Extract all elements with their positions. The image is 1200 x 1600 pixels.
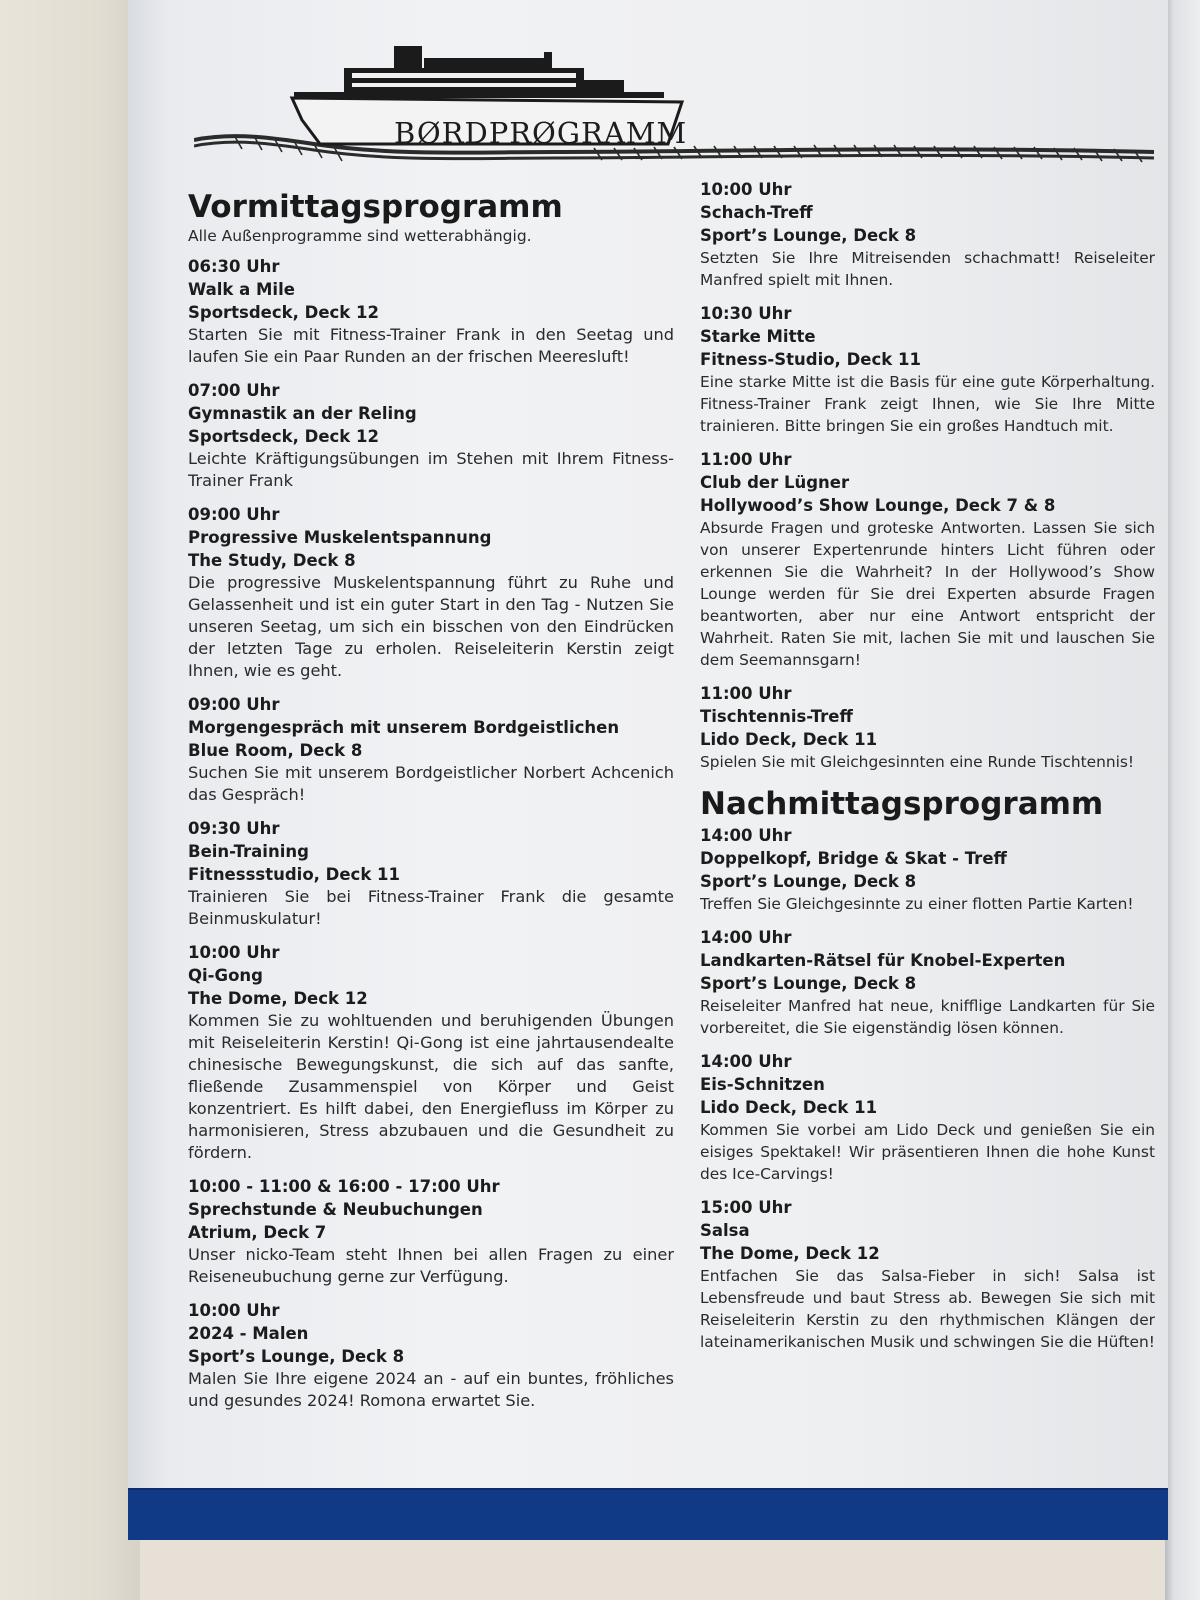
event-time: 10:00 Uhr bbox=[700, 180, 792, 199]
event-description: Spielen Sie mit Gleichgesinnten eine Runde Tischtennis! bbox=[700, 753, 1135, 771]
event-location: Sport’s Lounge, Deck 8 bbox=[700, 974, 917, 994]
event-title: Gymnastik an der Reling bbox=[188, 404, 417, 424]
event-description: Treffen Sie Gleichgesinnte zu einer flotten Partie Karten! bbox=[700, 895, 1134, 914]
event-item bbox=[700, 682, 1155, 773]
event-title: Qi-Gong bbox=[188, 966, 263, 986]
event-description: Malen Sie Ihre eigene 2024 an - auf ein buntes, fröhliches und gesundes 2024! Romona erwartet Sie. bbox=[188, 1369, 674, 1411]
afternoon-section bbox=[700, 787, 1155, 1353]
event-time: 14:00 Uhr bbox=[700, 928, 792, 948]
event-location: The Dome, Deck 12 bbox=[700, 1244, 880, 1264]
event-title: Morgengespräch mit unserem Bordgeistlichen bbox=[188, 718, 620, 738]
right-column bbox=[700, 178, 1155, 1364]
event-item bbox=[700, 178, 1155, 291]
event-time: 11:00 Uhr bbox=[700, 684, 792, 703]
event-location: Fitnessstudio, Deck 11 bbox=[188, 865, 401, 885]
event-location: Sport’s Lounge, Deck 8 bbox=[700, 872, 917, 892]
event-description: Setzten Sie Ihre Mitreisenden schachmatt! Reiseleiter Manfred spielt mit Ihnen. bbox=[700, 249, 1155, 289]
event-title: Starke Mitte bbox=[700, 327, 816, 346]
event-time: 09:30 Uhr bbox=[188, 819, 280, 839]
event-location: Lido Deck, Deck 11 bbox=[700, 1098, 878, 1118]
event-item bbox=[700, 448, 1155, 671]
next-page-edge bbox=[1165, 0, 1200, 1600]
event-location: Sportsdeck, Deck 12 bbox=[188, 427, 379, 447]
event-location: Hollywood’s Show Lounge, Deck 7 & 8 bbox=[700, 496, 1056, 515]
event-location: Fitness-Studio, Deck 11 bbox=[700, 350, 921, 369]
event-time: 10:00 Uhr bbox=[188, 943, 280, 963]
ship-rope-illustration bbox=[194, 40, 1154, 180]
footer-band bbox=[128, 1488, 1168, 1540]
brand-title: BØRDPRØGRAMM bbox=[394, 116, 688, 150]
event-description: Reiseleiter Manfred hat neue, knifflige Landkarten für Sie vorbereitet, die Sie eigenständig lösen können. bbox=[700, 997, 1155, 1038]
event-location: Lido Deck, Deck 11 bbox=[700, 730, 878, 749]
event-description: Kommen Sie zu wohltuenden und beruhigenden Übungen mit Reiseleiterin Kerstin! Qi-Gong ist eine jahrtausendealte chinesische Bewegungskunst, die sich auf das sanfte, fließende Zusammenspiel von Körper und Geist konzentriert. Es hilft dabei, den Energiefluss im Körper zu harmonisieren, Stress abzubauen und die Gesundheit zu fördern. bbox=[188, 1011, 674, 1163]
event-location: Sportsdeck, Deck 12 bbox=[188, 303, 379, 323]
event-time: 14:00 Uhr bbox=[700, 1052, 792, 1072]
event-title: Schach-Treff bbox=[700, 203, 813, 222]
event-item bbox=[700, 1050, 1155, 1185]
event-title: Landkarten-Rätsel für Knobel-Experten bbox=[700, 951, 1066, 971]
weather-note: Alle Außenprogramme sind wetterabhängig. bbox=[188, 227, 532, 246]
event-title: 2024 - Malen bbox=[188, 1324, 309, 1344]
event-time: 14:00 Uhr bbox=[700, 826, 792, 846]
event-time: 07:00 Uhr bbox=[188, 381, 280, 401]
event-description: Starten Sie mit Fitness-Trainer Frank in den Seetag und laufen Sie ein Paar Runden an der frischen Meeresluft! bbox=[188, 325, 674, 367]
event-title: Club der Lügner bbox=[700, 473, 850, 492]
event-title: Eis-Schnitzen bbox=[700, 1075, 825, 1095]
program-page bbox=[128, 0, 1168, 1540]
event-item bbox=[188, 503, 674, 682]
event-description: Suchen Sie mit unserem Bordgeistlicher Norbert Achcenich das Gespräch! bbox=[188, 763, 674, 805]
event-time: 10:00 Uhr bbox=[188, 1301, 280, 1321]
event-time: 10:00 - 11:00 & 16:00 - 17:00 Uhr bbox=[188, 1177, 500, 1197]
event-time: 09:00 Uhr bbox=[188, 695, 280, 715]
event-item bbox=[700, 824, 1155, 915]
event-title: Tischtennis-Treff bbox=[700, 707, 853, 726]
event-location: Sport’s Lounge, Deck 8 bbox=[188, 1347, 405, 1367]
event-location: Atrium, Deck 7 bbox=[188, 1223, 327, 1243]
left-column bbox=[188, 190, 674, 1423]
event-item bbox=[188, 1175, 674, 1288]
event-description: Leichte Kräftigungsübungen im Stehen mit Ihrem Fitness-Trainer Frank bbox=[188, 449, 674, 491]
event-title: Progressive Muskelentspannung bbox=[188, 528, 492, 548]
event-description: Entfachen Sie das Salsa-Fieber in sich! Salsa ist Lebensfreude und baut Stress ab. Bewegen Sie sich mit Reiseleiterin Kerstin zu den rhythmischen Klängen der lateinamerikanischen Musik und schwingen Sie die Hüften! bbox=[700, 1267, 1155, 1352]
event-item bbox=[700, 302, 1155, 437]
event-item bbox=[700, 926, 1155, 1039]
event-time: 11:00 Uhr bbox=[700, 450, 792, 469]
event-item bbox=[188, 1299, 674, 1412]
event-location: Blue Room, Deck 8 bbox=[188, 741, 363, 761]
event-time: 10:30 Uhr bbox=[700, 304, 792, 323]
event-title: Walk a Mile bbox=[188, 280, 295, 300]
event-description: Unser nicko-Team steht Ihnen bei allen Fragen zu einer Reiseneubuchung gerne zur Verfügung. bbox=[188, 1245, 674, 1287]
event-item bbox=[188, 693, 674, 806]
event-title: Salsa bbox=[700, 1221, 750, 1241]
event-title: Bein-Training bbox=[188, 842, 309, 862]
event-description: Trainieren Sie bei Fitness-Trainer Frank die gesamte Beinmuskulatur! bbox=[188, 887, 674, 929]
morning-title: Vormittagsprogramm bbox=[188, 189, 563, 225]
event-location: Sport’s Lounge, Deck 8 bbox=[700, 226, 917, 245]
background-surface bbox=[0, 0, 140, 1600]
event-item bbox=[188, 379, 674, 492]
afternoon-title: Nachmittagsprogramm bbox=[700, 786, 1104, 822]
event-item bbox=[188, 255, 674, 368]
event-location: The Study, Deck 8 bbox=[188, 551, 356, 571]
event-description: Absurde Fragen und groteske Antworten. Lassen Sie sich von unserer Expertenrunde hinters Licht führen oder erkennen Sie die Wahrheit? In der Hollywood’s Show Lounge werden für Sie drei Experten absurde Fragen beantworten, aber nur eine Antwort entspricht der Wahrheit. Raten Sie mit, lachen Sie mit und lauschen Sie dem Seemannsgarn! bbox=[700, 519, 1155, 669]
event-location: The Dome, Deck 12 bbox=[188, 989, 368, 1009]
event-time: 06:30 Uhr bbox=[188, 257, 280, 277]
event-description: Die progressive Muskelentspannung führt zu Ruhe und Gelassenheit und ist ein guter Start in den Tag - Nutzen Sie unseren Seetag, um sich ein bisschen von den Eindrücken der letzten Tage zu erholen. Reiseleiterin Kerstin zeigt Ihnen, wie es geht. bbox=[188, 573, 674, 681]
event-title: Sprechstunde & Neubuchungen bbox=[188, 1200, 483, 1220]
event-item bbox=[700, 1196, 1155, 1353]
event-description: Kommen Sie vorbei am Lido Deck und genießen Sie ein eisiges Spektakel! Wir präsentieren Ihnen die hohe Kunst des Ice-Carvings! bbox=[700, 1121, 1155, 1184]
header-banner bbox=[194, 40, 1154, 180]
event-item bbox=[188, 941, 674, 1164]
event-description: Eine starke Mitte ist die Basis für eine gute Körperhaltung. Fitness-Trainer Frank zeigt Ihnen, wie Sie Ihre Mitte trainieren. Bitte bringen Sie ein großes Handtuch mit. bbox=[700, 373, 1155, 435]
event-item bbox=[188, 817, 674, 930]
event-time: 15:00 Uhr bbox=[700, 1198, 792, 1218]
event-time: 09:00 Uhr bbox=[188, 505, 280, 525]
event-title: Doppelkopf, Bridge & Skat - Treff bbox=[700, 849, 1007, 869]
